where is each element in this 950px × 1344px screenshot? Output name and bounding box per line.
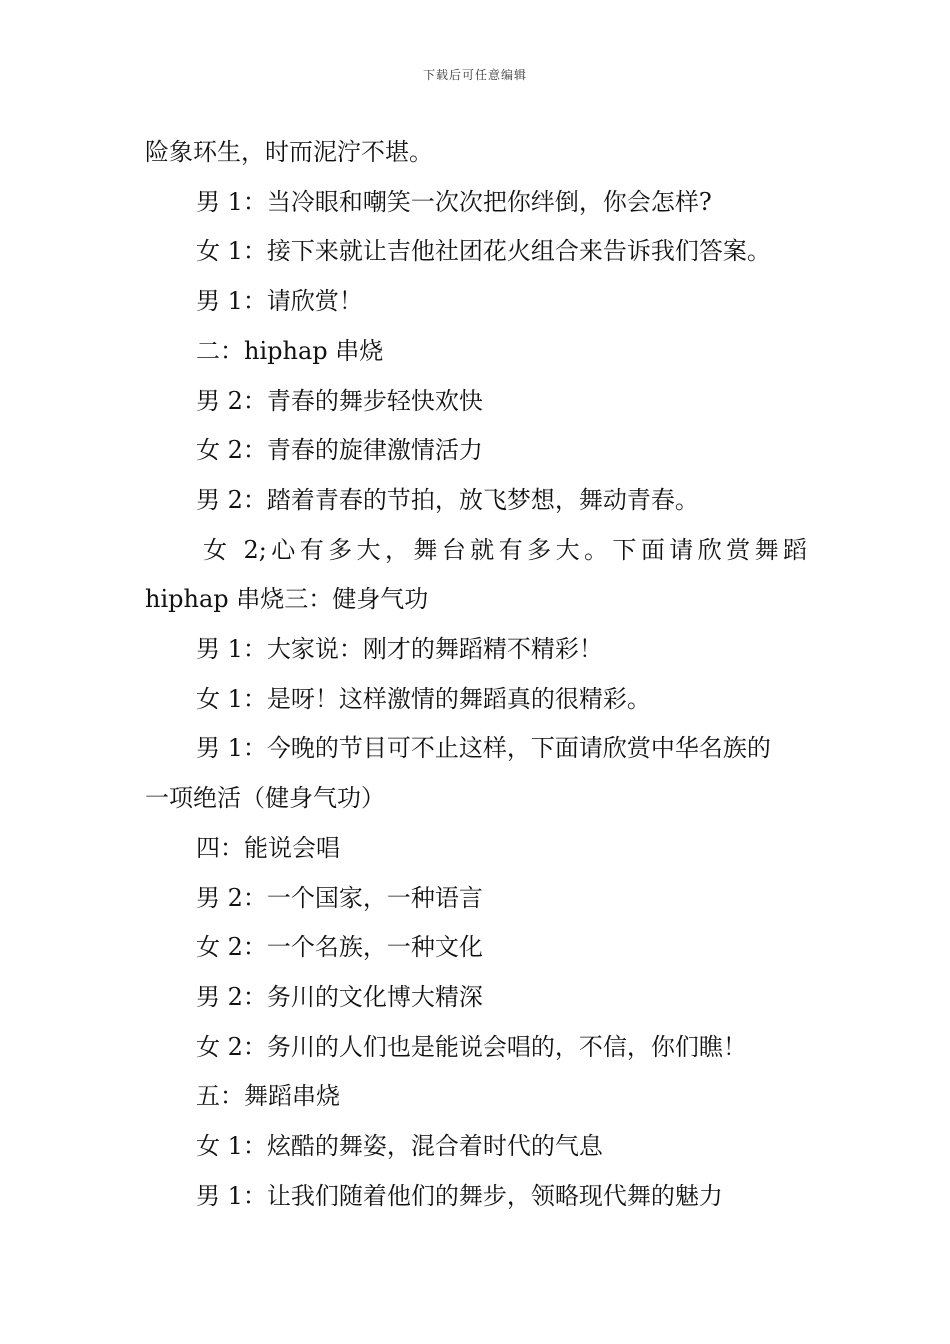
paragraph-line: 男 2：一个国家，一种语言 xyxy=(196,883,483,912)
paragraph-line: 女 1：接下来就让吉他社团花火组合来告诉我们答案。 xyxy=(196,237,771,266)
paragraph-line: 女 2：一个名族，一种文化 xyxy=(196,933,483,962)
section-heading: 二：hiphap 串烧 xyxy=(196,336,384,365)
paragraph-line: 男 1：今晚的节目可不止这样，下面请欣赏中华名族的 xyxy=(196,734,771,763)
section-heading: 五：舞蹈串烧 xyxy=(196,1082,340,1111)
paragraph-line: hiphap 串烧三：健身气功 xyxy=(145,585,429,614)
paragraph-line: 男 2：踏着青春的节拍，放飞梦想，舞动青春。 xyxy=(196,485,699,514)
paragraph-line: 女 2;心有多大，舞台就有多大。下面请欣赏舞蹈 xyxy=(203,535,807,564)
paragraph-line: 险象环生，时而泥泞不堪。 xyxy=(145,138,433,166)
paragraph-line: 男 1：当冷眼和嘲笑一次次把你绊倒，你会怎样? xyxy=(196,187,712,216)
paragraph-line: 男 1：让我们随着他们的舞步，领略现代舞的魅力 xyxy=(196,1181,723,1210)
paragraph-line: 男 2：务川的文化博大精深 xyxy=(196,982,483,1011)
paragraph-line: 女 1：炫酷的舞姿，混合着时代的气息 xyxy=(196,1132,603,1161)
paragraph-line: 女 2：青春的旋律激情活力 xyxy=(196,436,483,465)
document-body xyxy=(145,128,807,1221)
paragraph-line: 女 1：是呀！这样激情的舞蹈真的很精彩。 xyxy=(196,684,651,713)
page-header-note: 下载后可任意编辑 xyxy=(422,68,527,82)
section-heading: 四：能说会唱 xyxy=(196,833,340,862)
paragraph-line: 男 1：请欣赏！ xyxy=(196,287,363,316)
paragraph-line: 男 2：青春的舞步轻快欢快 xyxy=(196,386,483,415)
paragraph-line: 女 2：务川的人们也是能说会唱的，不信，你们瞧！ xyxy=(196,1032,747,1061)
paragraph-line: 男 1：大家说：刚才的舞蹈精不精彩！ xyxy=(196,635,603,664)
paragraph-line: 一项绝活（健身气功） xyxy=(145,784,385,813)
